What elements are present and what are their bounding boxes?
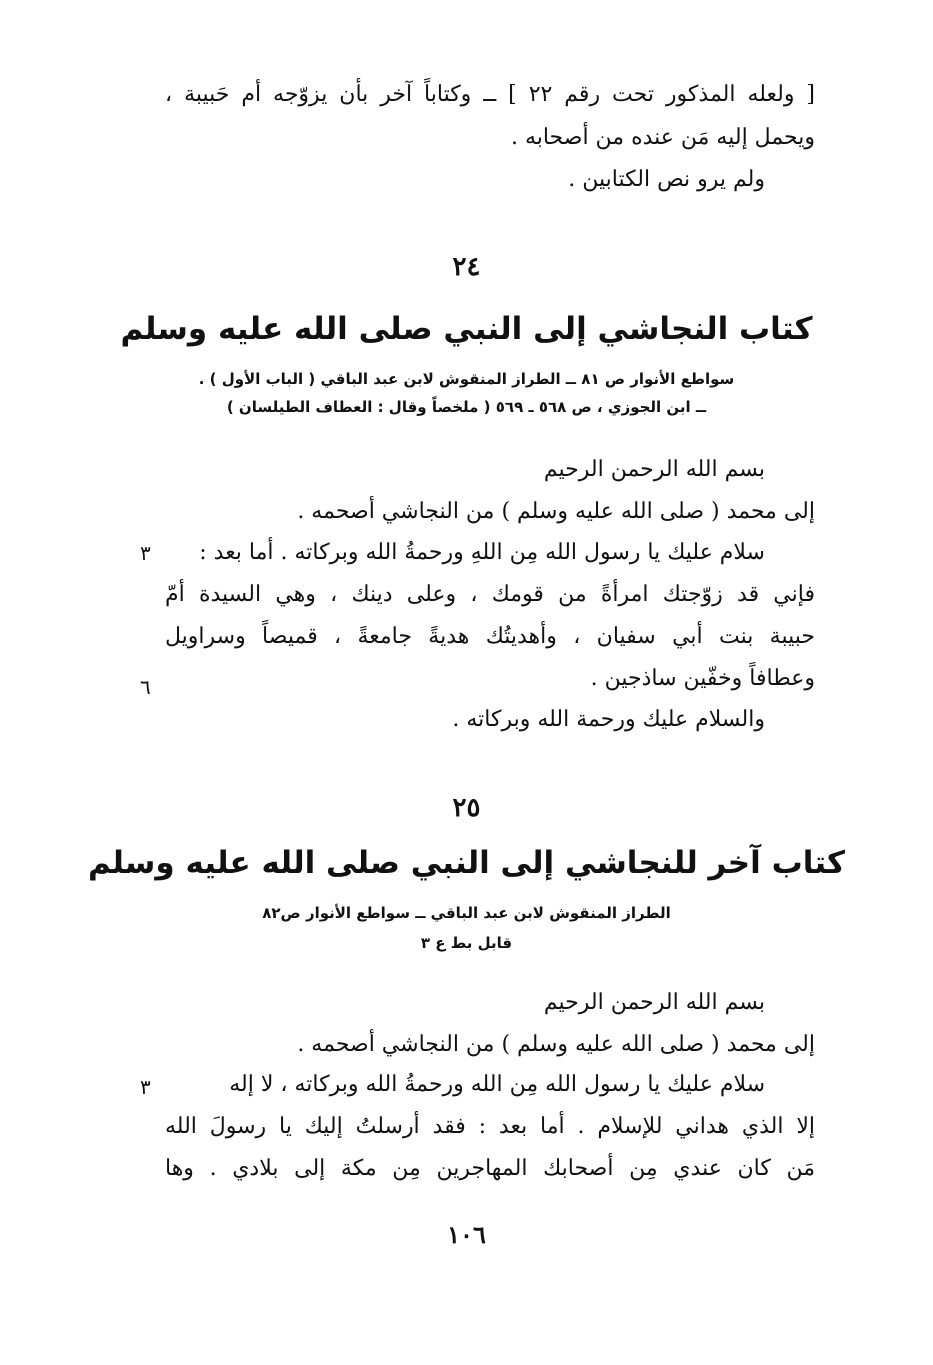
letter-25-greeting: سلام عليك يا رسول الله مِن الله ورحمةُ الله وبركاته ، لا إله: [229, 1072, 765, 1097]
letter-25-body-2: مَن كان عندي مِن أصحابك المهاجرين مِن مكة إلى بلادي . وها: [165, 1156, 815, 1181]
letter-24-title: كتاب النجاشي إلى النبي صلى الله عليه وسلم: [120, 311, 813, 347]
letter-25-source-1: الطراز المنقوش لابن عبد الباقي ــ سواطع الأنوار ص٨٢: [262, 904, 671, 922]
intro-line-2: ويحمل إليه مَن عنده من أصحابه .: [510, 125, 815, 150]
letter-25-basmala: بسم الله الرحمن الرحيم: [543, 990, 765, 1015]
letter-24-source-1: سواطع الأنوار ص ٨١ ــ الطراز المنقوش لابن عبد الباقي ( الباب الأول ) .: [198, 370, 735, 388]
letter-24-number: ٢٤: [452, 252, 481, 282]
letter-24-body-3: وعطافاً وخفّين ساذجين .: [590, 666, 815, 691]
letter-25-address: إلى محمد ( صلى الله عليه وسلم ) من النجاشي أصحمه .: [297, 1032, 815, 1057]
letter-25-body-1: إلا الذي هداني للإسلام . أما بعد : فقد أرسلتُ إليك يا رسولَ الله: [165, 1114, 815, 1139]
letter-25-source-2: قابل بط ع ٣: [420, 934, 513, 952]
letter-24-closing: والسلام عليك ورحمة الله وبركاته .: [452, 707, 765, 732]
intro-line-1: [ ولعله المذكور تحت رقم ٢٢ ] ــ وكتاباً آخر بأن يزوّجه أم حَبيبة ،: [165, 82, 816, 107]
line-number-marker: ٣: [140, 541, 151, 565]
letter-24-basmala: بسم الله الرحمن الرحيم: [543, 457, 765, 482]
line-number-marker: ٣: [140, 1075, 151, 1099]
line-number-marker: ٦: [140, 675, 151, 699]
letter-24-source-2: ــ ابن الجوزي ، ص ٥٦٨ ـ ٥٦٩ ( ملخصاً وقال : العطاف الطيلسان ): [226, 398, 707, 416]
letter-25-number: ٢٥: [452, 793, 481, 823]
letter-24-body-1: فإني قد زوّجتك امرأةً من قومك ، وعلى دينك ، وهي السيدة أمّ: [165, 582, 815, 607]
letter-24-greeting: سلام عليك يا رسول الله مِن اللهِ ورحمةُ الله وبركاته . أما بعد :: [199, 540, 765, 565]
intro-line-3: ولم يرو نص الكتابين .: [568, 167, 765, 192]
page-number: ١٠٦: [447, 1220, 486, 1249]
letter-25-title: كتاب آخر للنجاشي إلى النبي صلى الله عليه وسلم: [87, 845, 846, 881]
letter-24-body-2: حبيبة بنت أبي سفيان ، وأهديتُك هديةً جامعةً ، قميصاً وسراويل: [165, 624, 815, 649]
letter-24-address: إلى محمد ( صلى الله عليه وسلم ) من النجاشي أصحمه .: [297, 499, 815, 524]
